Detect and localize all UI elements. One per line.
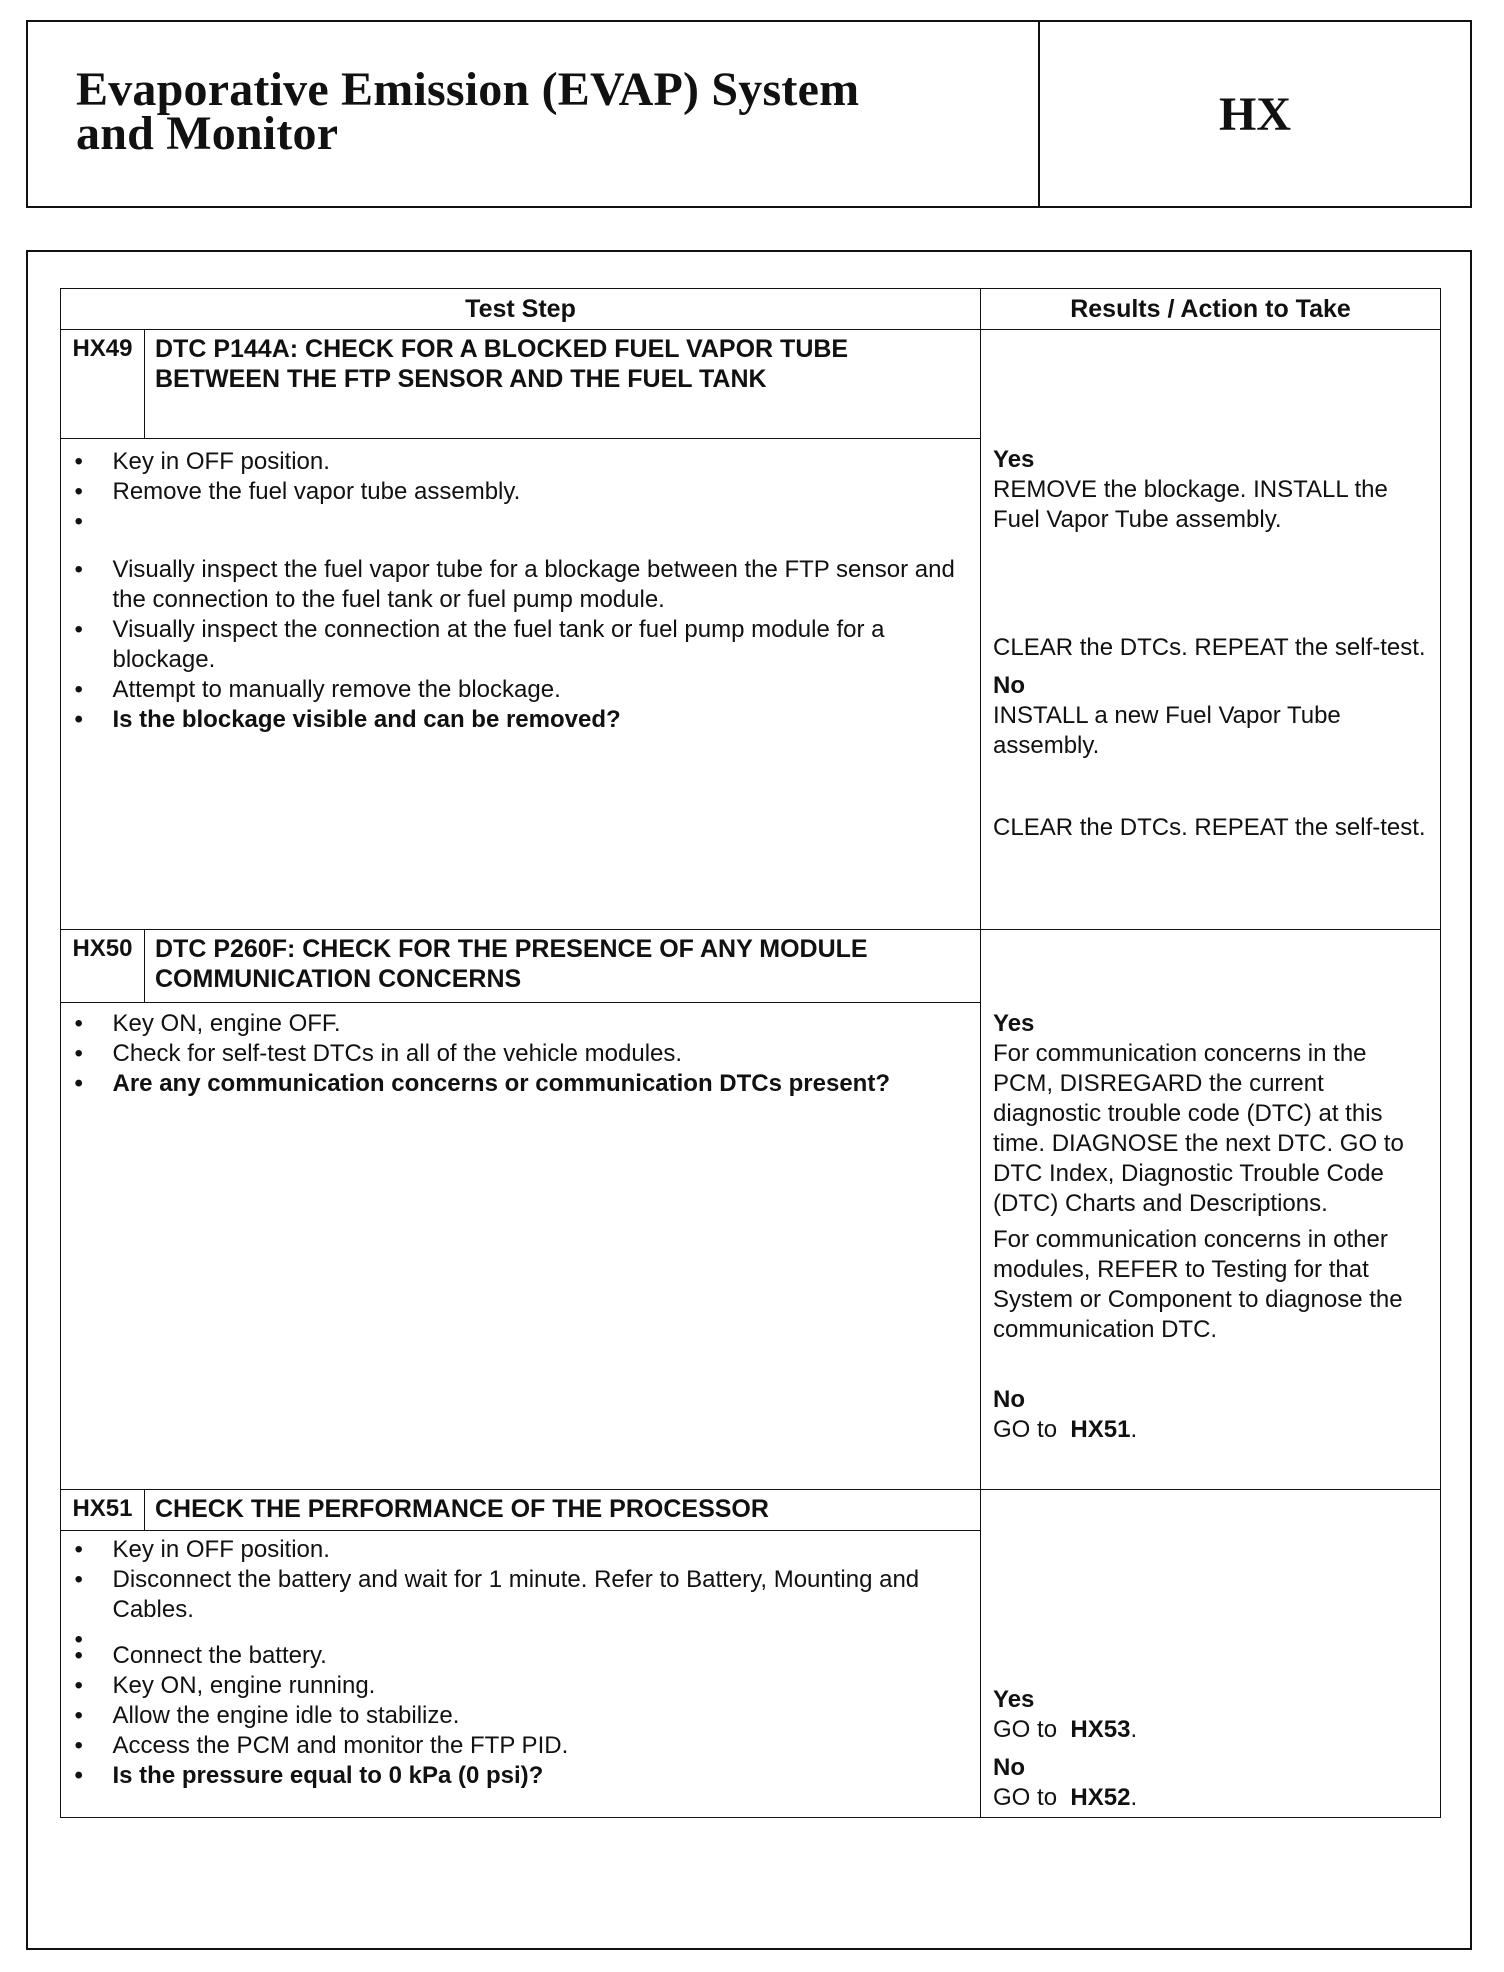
no-action: GO to HX51. xyxy=(993,1415,1138,1443)
instruction-item: • Disconnect the battery and wait for 1 minute. Refer to Battery, Mounting and Cables. xyxy=(61,1565,981,1625)
yes-action: REMOVE the blockage. INSTALL the Fuel Vapor Tube assembly. xyxy=(993,475,1388,533)
instruction-item: • Key in OFF position. xyxy=(61,447,981,477)
step-id: HX51 xyxy=(61,1490,145,1531)
step-instructions xyxy=(112,439,981,930)
page-title-line1: Evaporative Emission (EVAP) System xyxy=(76,63,860,116)
step-title: CHECK THE PERFORMANCE OF THE PROCESSOR xyxy=(145,1490,981,1531)
yes-label: Yes xyxy=(993,445,1035,473)
column-header-results: Results / Action to Take xyxy=(981,289,1441,330)
instruction-item: • Remove the fuel vapor tube assembly. xyxy=(61,477,981,507)
yes-label: Yes xyxy=(993,1009,1035,1037)
step-id: HX49 xyxy=(61,330,145,439)
instruction-item: • Key in OFF position. xyxy=(61,1535,981,1565)
instruction-item: • Connect the battery. xyxy=(61,1641,981,1671)
yes-action-followup: For communication concerns in other modules, REFER to Testing for that System or Component to diagnose the communication DTC. xyxy=(993,1225,1403,1343)
section-code: HX xyxy=(1219,87,1291,141)
step-results xyxy=(981,1003,1441,1490)
no-action: INSTALL a new Fuel Vapor Tube assembly. xyxy=(993,701,1341,759)
yes-action-followup: CLEAR the DTCs. REPEAT the self-test. xyxy=(993,633,1426,661)
test-step-table xyxy=(60,288,1441,1818)
no-label: No xyxy=(993,1385,1026,1413)
yes-action: GO to HX53. xyxy=(993,1716,1138,1743)
step-body-row xyxy=(61,439,1441,930)
instruction-item: • Key ON, engine OFF. xyxy=(61,1009,981,1039)
step-results xyxy=(981,1531,1441,1818)
instruction-item: • Attempt to manually remove the blockage. xyxy=(61,675,981,705)
step-reference-link: HX53 xyxy=(1070,1716,1131,1743)
page-header xyxy=(26,20,1472,208)
table-header-row xyxy=(61,289,1441,330)
instruction-item: • Key ON, engine running. xyxy=(61,1671,981,1701)
step-reference-link: HX51 xyxy=(1070,1415,1131,1443)
step-id: HX50 xyxy=(61,930,145,1003)
instruction-question: • Is the pressure equal to 0 kPa (0 psi)? xyxy=(61,1761,981,1791)
step-results xyxy=(981,439,1441,930)
no-label: No xyxy=(993,1754,1026,1781)
column-header-test-step: Test Step xyxy=(61,289,981,330)
instruction-list xyxy=(61,1535,981,1791)
step-body-row xyxy=(61,1531,1441,1818)
step-title-row xyxy=(61,1490,1441,1531)
page-title xyxy=(28,22,1040,206)
instruction-question: • Is the blockage visible and can be removed? xyxy=(61,705,981,735)
yes-label: Yes xyxy=(993,1686,1035,1713)
instruction-item: • Allow the engine idle to stabilize. xyxy=(61,1701,981,1731)
step-reference-link: HX52 xyxy=(1070,1784,1131,1811)
step-body-row xyxy=(61,1003,1441,1490)
instruction-item: • Check for self-test DTCs in all of the vehicle modules. xyxy=(61,1039,981,1069)
instruction-list xyxy=(61,1009,981,1099)
instruction-list xyxy=(61,447,981,735)
instruction-question: • Are any communication concerns or communication DTCs present? xyxy=(61,1069,981,1099)
step-title-row xyxy=(61,330,1441,439)
step-title-row xyxy=(61,930,1441,1003)
instruction-item: • Access the PCM and monitor the FTP PID. xyxy=(61,1731,981,1761)
step-title: DTC P144A: CHECK FOR A BLOCKED FUEL VAPOR TUBE BETWEEN THE FTP SENSOR AND THE FUEL TANK xyxy=(145,330,981,439)
yes-action: For communication concerns in the PCM, DISREGARD the current diagnostic trouble code (DTC) at this time. DIAGNOSE the next DTC. GO to DTC Index, Diagnostic Trouble Code (DTC) Charts and Descriptions. xyxy=(993,1039,1404,1217)
page-title-line2: and Monitor xyxy=(76,107,339,160)
instruction-item: • Visually inspect the fuel vapor tube for a blockage between the FTP sensor and the connection to the fuel tank or fuel pump module. xyxy=(61,555,981,615)
no-action-followup: CLEAR the DTCs. REPEAT the self-test. xyxy=(993,813,1426,841)
instruction-item: • Visually inspect the connection at the fuel tank or fuel pump module for a blockage. xyxy=(61,615,981,675)
step-instructions xyxy=(112,1531,981,1818)
no-action: GO to HX52. xyxy=(993,1784,1138,1811)
step-title: DTC P260F: CHECK FOR THE PRESENCE OF ANY MODULE COMMUNICATION CONCERNS xyxy=(145,930,981,1003)
no-label: No xyxy=(993,671,1026,699)
step-instructions xyxy=(112,1003,981,1490)
content-frame xyxy=(26,250,1472,1950)
